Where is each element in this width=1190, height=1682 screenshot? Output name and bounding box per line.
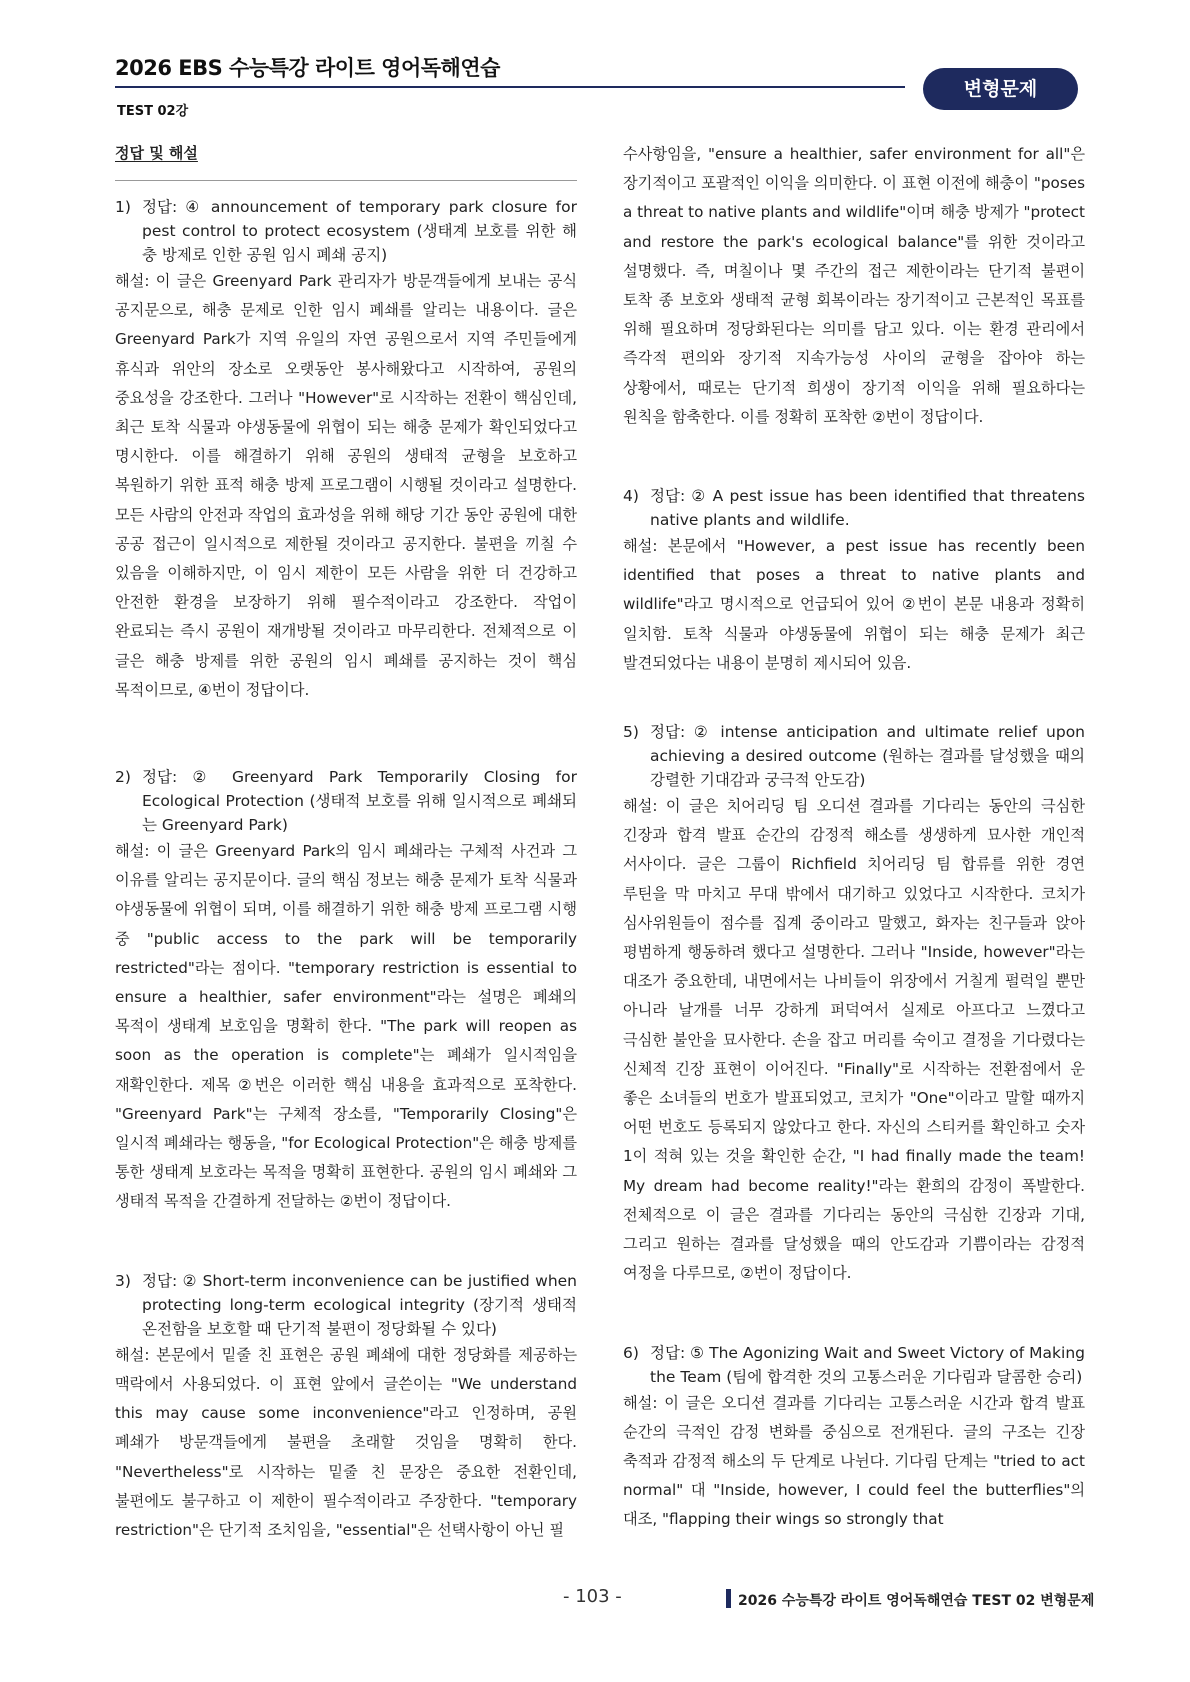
answer-line [115, 765, 577, 837]
answer-line [115, 195, 577, 267]
category-badge: 변형문제 [923, 68, 1078, 110]
item-number: 3) [115, 1271, 131, 1290]
answer-item-3 [115, 1269, 577, 1545]
header-title: 2026 EBS 수능특강 라이트 영어독해연습 [115, 56, 500, 80]
right-column [623, 140, 1085, 1535]
item-number: 2) [115, 768, 131, 787]
answer-line [115, 1269, 577, 1341]
answer-item-1 [115, 195, 577, 705]
footer-accent-bar [726, 1589, 731, 1608]
item-number: 1) [115, 198, 131, 216]
footer-text: 2026 수능특강 라이트 영어독해연습 TEST 02 변형문제 [738, 1593, 1095, 1609]
answer-text: 정답: ② A pest issue has been identified that threatens native plants and wildlife. [650, 487, 1085, 530]
left-column [115, 140, 577, 1545]
answer-item-5 [623, 720, 1085, 1288]
answer-item-6 [623, 1341, 1085, 1535]
answer-line [623, 484, 1085, 532]
explanation-text: 해설: 이 글은 치어리딩 팀 오디션 결과를 기다리는 동안의 극심한 긴장과 합격 발표 순간의 감정적 해소를 생생하게 묘사한 개인적 서사이다. 글은 그룹이 Richfield 치어리딩 팀 합류를 위한 경연 루틴을 막 마치고 무대 밖에서 대기하고 있었다고 시작한다. 코치가 심사위원들이 점수를 집계 중이라고 말했고, 화자는 친구들과 앉아 평범하게 행동하려 했다고 설명한다. 그러나 "Inside, however"라는 대조가 중요한데, 내면에서는 나비들이 위장에서 거칠게 펄럭일 뿐만 아니라 날개를 너무 강하게 퍼덕여서 실제로 아프다고 느꼈다고 극심한 불안을 묘사한다. 손을 잡고 머리를 숙이고 결정을 기다렸다는 신체적 긴장 표현이 이어진다. "Finally"로 시작하는 전환점에서 운 좋은 소녀들의 번호가 발표되었고, 코치가 "One"이라고 말할 때까지 어떤 번호도 등록되지 않았다고 한다. 자신의 스티커를 확인하고 숫자 1이 적혀 있는 것을 확인한 순간, "I had finally made the team! My dream had become reality!"라는 환희의 감정이 폭발한다. 전체적으로 이 글은 결과를 기다리는 동안의 극심한 긴장과 기대, 그리고 원하는 결과를 달성했을 때의 안도감과 기쁨이라는 감정적 여정을 다루므로, ②번이 정답이다. [623, 797, 1085, 1283]
test-label: TEST 02강 [117, 104, 189, 119]
header-rule [115, 86, 905, 88]
explanation-text: 해설: 이 글은 Greenyard Park의 임시 폐쇄라는 구체적 사건과 그 이유를 알리는 공지문이다. 글의 핵심 정보는 해충 문제가 토착 식물과 야생동물에 위협이 되며, 이를 해결하기 위한 해충 방제 프로그램 시행 중 "public access to the park will be temporarily restricted"라는 점이다. "temporary restriction is essential to ensure a healthier, safer environment"라는 설명은 폐쇄의 목적이 생태계 보호임을 명확히 한다. "The park will reopen as soon as the operation is complete"는 폐쇄가 일시적임을 재확인한다. 제목 ②번은 이러한 핵심 내용을 효과적으로 포착한다. "Greenyard Park"는 구체적 장소를, "Temporarily Closing"은 일시적 폐쇄라는 행동을, "for Ecological Protection"은 해충 방제를 통한 생태계 보호라는 목적을 명확히 표현한다. 공원의 임시 폐쇄와 그 생태적 목적을 간결하게 전달하는 ②번이 정답이다. [115, 842, 577, 1211]
item-number: 5) [623, 723, 639, 742]
explanation-continued: 수사항임을, "ensure a healthier, safer environment for all"은 장기적이고 포괄적인 이익을 의미한다. 이 표현 이전에 해충이 "poses a threat to native plants and wildlife"이며 해충 방제가 "protect and restore the park's ecological balance"를 위한 것이라고 설명했다. 즉, 며칠이나 몇 주간의 접근 제한이라는 단기적 불편이 토착 종 보호와 생태적 균형 회복이라는 장기적이고 근본적인 목표를 위해 필요하며 정당화된다는 의미를 담고 있다. 이는 환경 관리에서 즉각적 편의와 장기적 지속가능성 사이의 균형을 잡아야 하는 상황에서, 때로는 단기적 희생이 장기적 이익을 위해 필요하다는 원칙을 함축한다. 이를 정확히 포착한 ②번이 정답이다. [623, 145, 1085, 426]
answer-item-2 [115, 765, 577, 1217]
section-divider [115, 180, 577, 181]
item-number: 4) [623, 487, 639, 506]
item-number: 6) [623, 1343, 639, 1362]
answer-line [623, 720, 1085, 792]
answer-text: 정답: ④ announcement of temporary park closure for pest control to protect ecosystem (생태계 보호를 위한 해충 방제로 인한 공원 임시 폐쇄 공지) [142, 198, 577, 264]
answer-text: 정답: ② Short-term inconvenience can be justified when protecting long-term ecological integrity (장기적 생태적 온전함을 보호할 때 단기적 불편이 정당화될 수 있다) [142, 1271, 577, 1338]
explanation-text: 해설: 이 글은 오디션 결과를 기다리는 고통스러운 시간과 합격 발표 순간의 극적인 감정 변화를 중심으로 전개된다. 글의 구조는 긴장 축적과 감정적 해소의 두 단계로 나뉜다. 기다림 단계는 "tried to act normal" 대 "Inside, however, I could feel the butterflies"의 대조, "flapping their wings so strongly that [623, 1393, 1085, 1529]
explanation-text: 해설: 본문에서 밑줄 친 표현은 공원 폐쇄에 대한 정당화를 제공하는 맥락에서 사용되었다. 이 표현 앞에서 글쓴이는 "We understand this may cause some inconvenience"라고 인정하며, 공원 폐쇄가 방문객들에게 불편을 초래할 것임을 명확히 한다. "Nevertheless"로 시작하는 밑줄 친 문장은 중요한 전환인데, 불편에도 불구하고 이 제한이 필수적이라고 주장한다. "temporary restriction"은 단기적 조치임을, "essential"은 선택사항이 아닌 필 [115, 1345, 577, 1539]
answer-text: 정답: ② Greenyard Park Temporarily Closing for Ecological Protection (생태적 보호를 위해 일시적으로 폐쇄되는 Greenyard Park) [142, 768, 577, 835]
answer-line [623, 1341, 1085, 1389]
explanation-text: 해설: 이 글은 Greenyard Park 관리자가 방문객들에게 보내는 공식 공지문으로, 해충 문제로 인한 임시 폐쇄를 알리는 내용이다. 글은 Greenyard Park가 지역 유일의 자연 공원으로서 지역 주민들에게 휴식과 위안의 장소로 오랫동안 봉사해왔다고 시작하여, 공원의 중요성을 강조한다. 그러나 "However"로 시작하는 전환이 핵심인데, 최근 토착 식물과 야생동물에 위협이 되는 해충 문제가 확인되었다고 명시한다. 이를 해결하기 위해 공원의 생태적 균형을 보호하고 복원하기 위한 표적 해충 방제 프로그램이 시행될 것이라고 설명한다. 모든 사람의 안전과 작업의 효과성을 위해 해당 기간 동안 공원에 대한 공공 접근이 일시적으로 제한될 것이라고 공지한다. 불편을 끼칠 수 있음을 이해하지만, 이 임시 제한이 모든 사람을 위한 더 건강하고 안전한 환경을 보장하기 위해 필수적이라고 강조한다. 작업이 완료되는 즉시 공원이 재개방될 것이라고 마무리한다. 전체적으로 이 글은 해충 방제를 위한 공원의 임시 폐쇄를 공지하는 것이 핵심 목적이므로, ④번이 정답이다. [115, 272, 577, 699]
page-number: - 103 - [563, 1586, 622, 1607]
answer-text: 정답: ② intense anticipation and ultimate relief upon achieving a desired outcome (원하는 결과를 달성했을 때의 강렬한 기대감과 궁극적 안도감) [650, 723, 1085, 790]
section-title: 정답 및 해설 [115, 144, 198, 162]
answer-text: 정답: ⑤ The Agonizing Wait and Sweet Victory of Making the Team (팀에 합격한 것의 고통스러운 기다림과 달콤한 승리) [650, 1343, 1085, 1386]
answer-item-4 [623, 484, 1085, 678]
explanation-text: 해설: 본문에서 "However, a pest issue has recently been identified that poses a threat to native plants and wildlife"라고 명시적으로 언급되어 있어 ②번이 본문 내용과 정확히 일치함. 토착 식물과 야생동물에 위협이 되는 해충 문제가 최근 발견되었다는 내용이 분명히 제시되어 있음. [623, 537, 1085, 672]
